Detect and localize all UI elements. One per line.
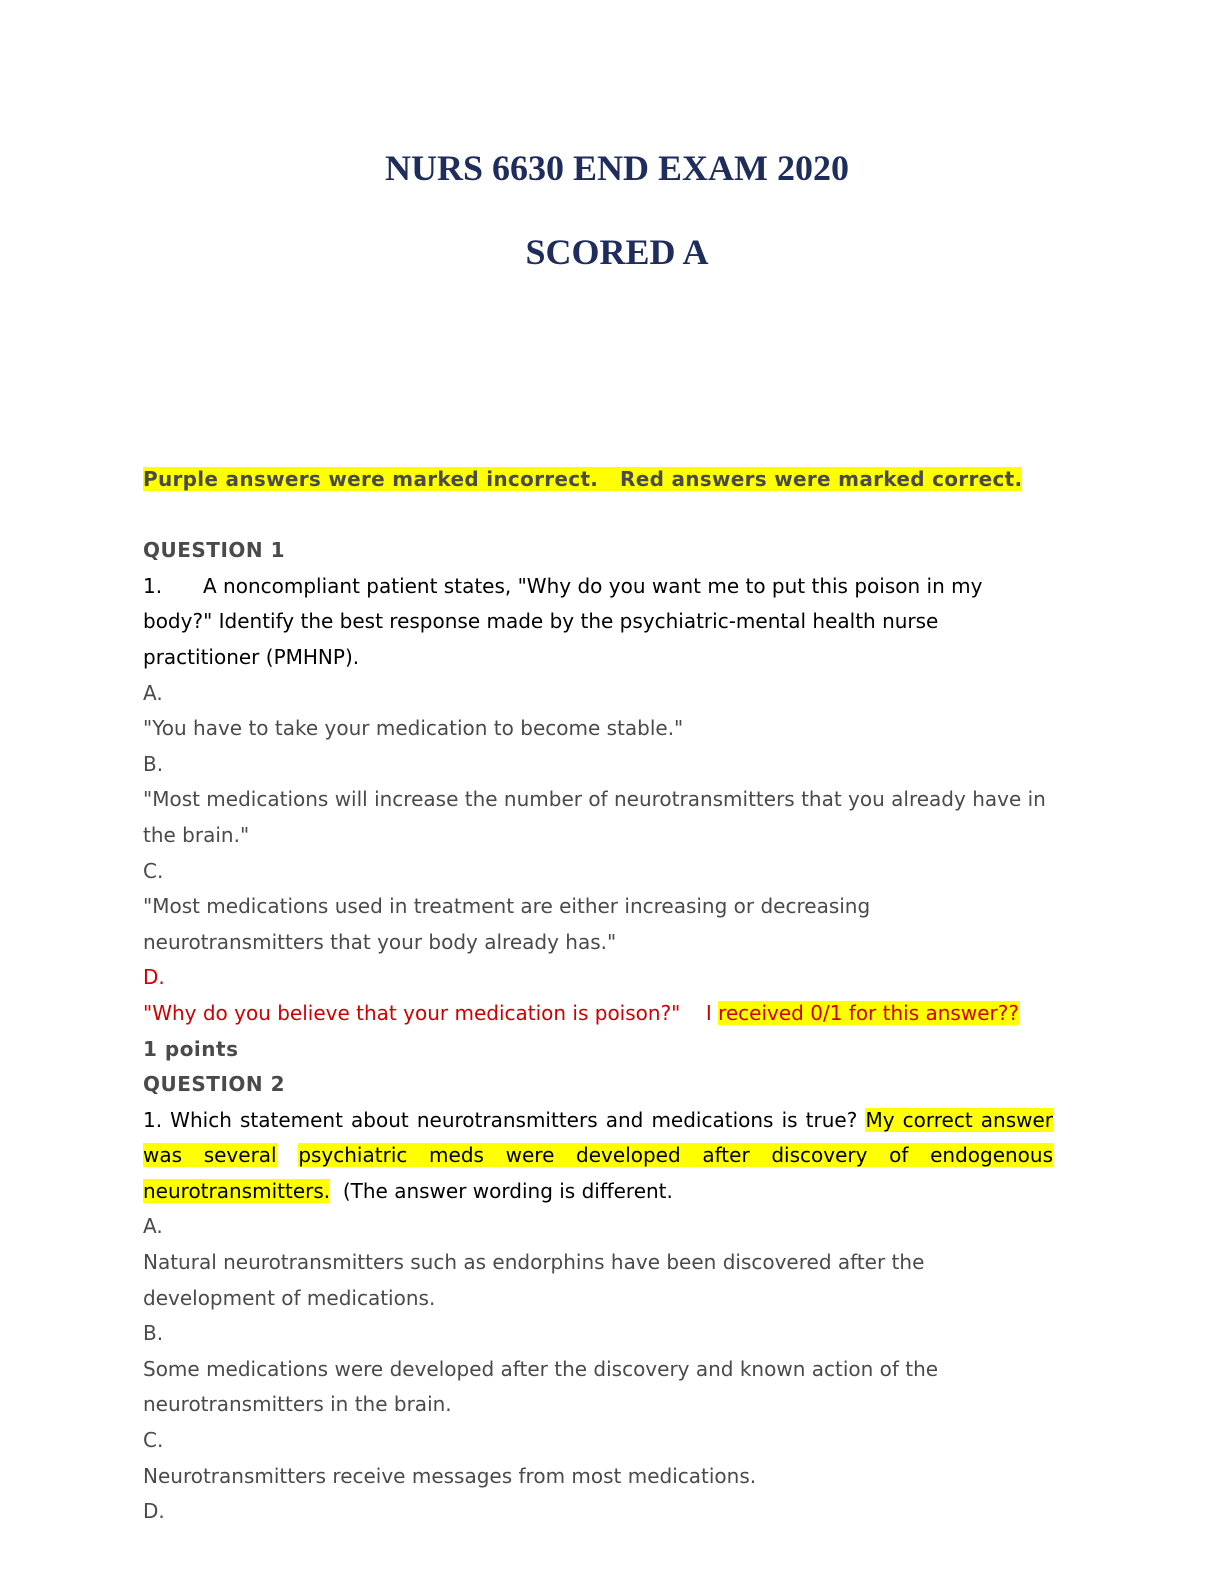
q1-option-a-text: "You have to take your medication to become stable.": [143, 716, 684, 741]
question-2-heading: QUESTION 2: [143, 1072, 286, 1097]
answer-legend: [143, 462, 1053, 498]
question-2-text: 1. Which statement about neurotransmitters and medications is true?: [143, 1107, 858, 1132]
question-2-stem: [143, 1103, 1053, 1210]
q1-score-note: received 0/1 for this answer??: [718, 1000, 1019, 1025]
legend-highlight: [143, 467, 1022, 491]
document-subtitle: SCORED A: [525, 232, 709, 272]
question-1-stem: [143, 569, 1053, 676]
legend-correct: Red answers were marked correct.: [620, 467, 1023, 491]
q1-option-b-letter: B.: [143, 751, 164, 776]
legend-incorrect: Purple answers were marked incorrect.: [143, 467, 599, 491]
q1-option-b-text: "Most medications will increase the number of neurotransmitters that you already have in the brain.": [143, 787, 1046, 847]
document-title: NURS 6630 END EXAM 2020: [384, 148, 849, 188]
q1-option-d-text: "Why do you believe that your medication is poison?": [143, 1000, 681, 1025]
question-1-text: A noncompliant patient states, "Why do you want me to put this poison in my body?" Identify the best response made by the psychiatric-mental health nurse practitioner (PMHNP).: [143, 573, 983, 669]
q1-option-c-text: "Most medications used in treatment are either increasing or decreasing neurotransmitters that your body already has.": [143, 894, 871, 954]
q1-option-a-letter: A.: [143, 680, 163, 705]
q2-option-c-text: Neurotransmitters receive messages from most medications.: [143, 1463, 757, 1488]
q1-option-d-row: [143, 996, 1053, 1032]
exam-content: [143, 462, 1053, 1530]
q2-note-3: (The answer wording is different.: [342, 1178, 673, 1203]
q2-option-c-letter: C.: [143, 1428, 164, 1453]
question-1-number: 1.: [143, 573, 163, 598]
q2-option-b-text: Some medications were developed after the discovery and known action of the neurotransmitters in the brain.: [143, 1356, 939, 1417]
q2-note-2: psychiatric meds were developed after discovery of endogenous neurotransmitters.: [143, 1143, 1054, 1203]
q1-points: 1 points: [143, 1036, 239, 1061]
q1-option-d-letter: D.: [143, 965, 165, 990]
q1-option-c-letter: C.: [143, 858, 164, 883]
q2-note-1: My correct answer was several: [143, 1107, 1054, 1168]
q2-option-d-letter: D.: [143, 1499, 165, 1524]
q1-note-prefix: I: [705, 1000, 712, 1025]
q2-option-a-letter: A.: [143, 1214, 163, 1239]
q2-option-a-text: Natural neurotransmitters such as endorphins have been discovered after the development of medications.: [143, 1250, 925, 1310]
q2-option-b-letter: B.: [143, 1321, 164, 1346]
question-1-heading: QUESTION 1: [143, 538, 286, 563]
